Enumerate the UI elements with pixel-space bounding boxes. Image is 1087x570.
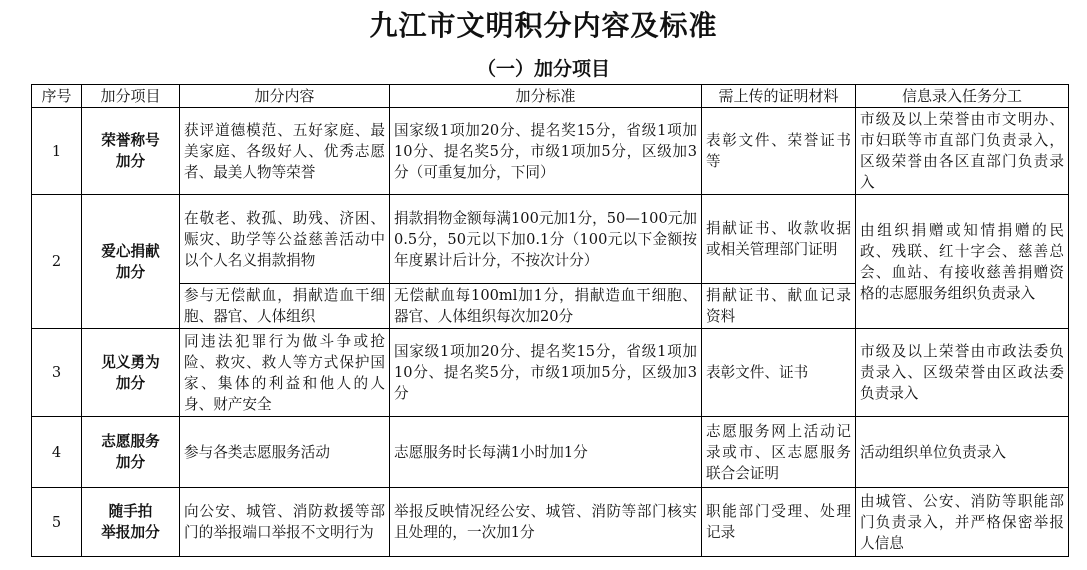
row-standard: 举报反映情况经公安、城管、消防等部门核实且处理的，一次加1分	[390, 488, 702, 557]
header-standard: 加分标准	[390, 85, 702, 108]
table-row	[32, 329, 1069, 417]
row-standard: 国家级1项加20分、提名奖15分，省级1项加10分、提名奖5分，市级1项加5分，区级加3分	[390, 329, 702, 417]
row-proof: 志愿服务网上活动记录或市、区志愿服务联合会证明	[702, 417, 856, 488]
table-header-row	[32, 85, 1069, 108]
row-content: 向公安、城管、消防救援等部门的举报端口举报不文明行为	[180, 488, 390, 557]
table-row	[32, 195, 1069, 284]
row-standard: 无偿献血每100ml加1分，捐献造血干细胞、器官、人体组织每次加20分	[390, 284, 702, 329]
row-entry: 由城管、公安、消防等职能部门负责录入，并严格保密举报人信息	[856, 488, 1069, 557]
section-title: （一）加分项目	[476, 58, 610, 80]
row-item: 见义勇为 加分	[82, 329, 180, 417]
row-proof: 职能部门受理、处理记录	[702, 488, 856, 557]
row-no: 2	[32, 195, 82, 329]
header-entry: 信息录入任务分工	[856, 85, 1069, 108]
row-no: 5	[32, 488, 82, 557]
row-proof: 表彰文件、荣誉证书等	[702, 108, 856, 195]
row-content: 参与各类志愿服务活动	[180, 417, 390, 488]
row-standard: 捐款捐物金额每满100元加1分，50—100元加0.5分，50元以下加0.1分（100元以下金额按年度累计后计分，不按次计分）	[390, 195, 702, 284]
document-title: 九江市文明积分内容及标准	[369, 9, 718, 42]
row-item: 随手拍 举报加分	[82, 488, 180, 557]
row-content: 在敬老、救孤、助残、济困、赈灾、助学等公益慈善活动中以个人名义捐款捐物	[180, 195, 390, 284]
row-proof: 捐献证书、献血记录资料	[702, 284, 856, 329]
table-row	[32, 417, 1069, 488]
header-proof: 需上传的证明材料	[702, 85, 856, 108]
row-item: 志愿服务 加分	[82, 417, 180, 488]
table-row	[32, 108, 1069, 195]
row-proof: 捐献证书、收款收据或相关管理部门证明	[702, 195, 856, 284]
header-item: 加分项目	[82, 85, 180, 108]
row-entry: 活动组织单位负责录入	[856, 417, 1069, 488]
row-no: 1	[32, 108, 82, 195]
row-entry: 市级及以上荣誉由市文明办、市妇联等市直部门负责录入，区级荣誉由各区直部门负责录入	[856, 108, 1069, 195]
row-no: 3	[32, 329, 82, 417]
row-item: 爱心捐献 加分	[82, 195, 180, 329]
row-content: 获评道德模范、五好家庭、最美家庭、各级好人、优秀志愿者、最美人物等荣誉	[180, 108, 390, 195]
row-standard: 国家级1项加20分、提名奖15分，省级1项加10分、提名奖5分，市级1项加5分，区级加3分（可重复加分，下同）	[390, 108, 702, 195]
header-content: 加分内容	[180, 85, 390, 108]
table-row	[32, 488, 1069, 557]
header-no: 序号	[32, 85, 82, 108]
row-entry: 由组织捐赠或知情捐赠的民政、残联、红十字会、慈善总会、血站、有接收慈善捐赠资格的志愿服务组织负责录入	[856, 195, 1069, 329]
row-standard: 志愿服务时长每满1小时加1分	[390, 417, 702, 488]
row-content: 同违法犯罪行为做斗争或抢险、救灾、救人等方式保护国家、集体的利益和他人的人身、财产安全	[180, 329, 390, 417]
row-no: 4	[32, 417, 82, 488]
row-item: 荣誉称号 加分	[82, 108, 180, 195]
row-proof: 表彰文件、证书	[702, 329, 856, 417]
row-entry: 市级及以上荣誉由市政法委负责录入、区级荣誉由区政法委负责录入	[856, 329, 1069, 417]
points-standard-table	[31, 84, 1069, 557]
row-content: 参与无偿献血，捐献造血干细胞、器官、人体组织	[180, 284, 390, 329]
